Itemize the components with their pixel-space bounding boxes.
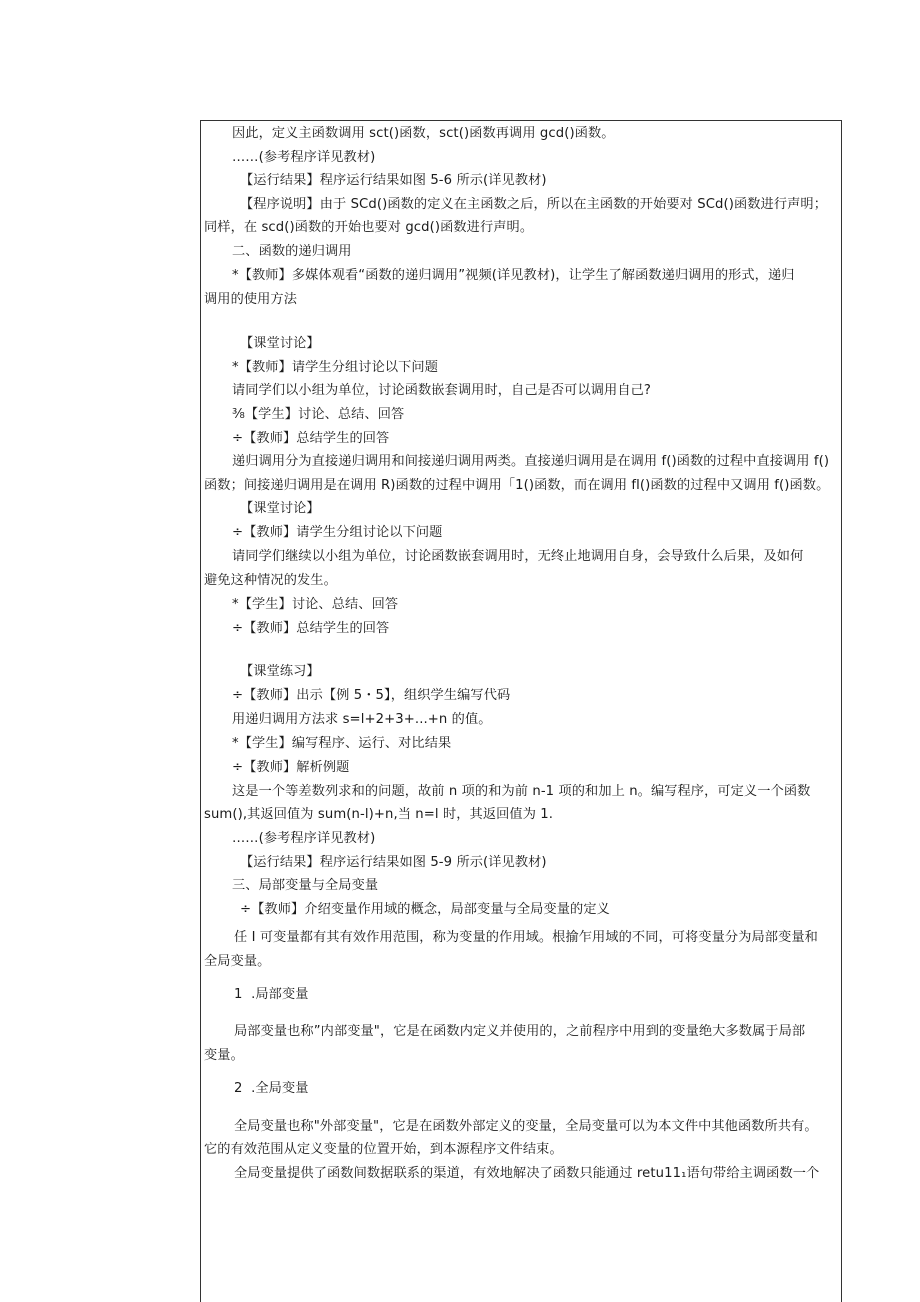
text-line-28: sum(),其返回值为 sum(n-l)+n,当 n=l 时，其返回值为 1.	[204, 807, 554, 822]
text-line-11: 请同学们以小组为单位，讨论函数嵌套调用时，自己是否可以调用自己?	[232, 383, 652, 398]
text-line-33: 任 I 可变量都有其有效作用范围，称为变量的作用域。根揄乍用域的不同，可将变量分为局部变量和	[234, 930, 818, 945]
text-line-30: 【运行结果】程序运行结果如图 5-9 所示(详见教材)	[240, 855, 547, 870]
text-line-32: ÷【教师】介绍变量作用域的概念，局部变量与全局变量的定义	[240, 902, 610, 917]
subheading-global-variables: 2 .全局变量	[234, 1081, 309, 1096]
text-line-39: 全局变量也称"外部变量"，它是在函数外部定义的变量，全局变量可以为本文件中其他函数所共有。	[234, 1119, 818, 1134]
text-line-5: 同样，在 scd()函数的开始也要对 gcd()函数进行声明。	[204, 220, 534, 235]
text-line-10: *【教师】请学生分组讨论以下问题	[232, 360, 439, 375]
text-line-12: ⅜【学生】讨论、总结、回答	[232, 407, 405, 422]
text-line-13: ÷【教师】总结学生的回答	[232, 431, 390, 446]
text-line-37: 变量。	[204, 1048, 244, 1063]
text-line-41: 全局变量提供了函数间数据联系的渠道，有效地解决了函数只能通过 retu11₁语句带给主调函数一个	[234, 1166, 820, 1181]
text-line-2: ……(参考程序详见教材)	[232, 150, 376, 165]
text-line-24: 用递归调用方法求 s=l+2+3+...+n 的值。	[232, 712, 492, 727]
text-line-16: 【课堂讨论】	[240, 501, 320, 516]
text-line-9: 【课堂讨论】	[240, 336, 320, 351]
subheading-local-variables: 1 .局部变量	[234, 987, 309, 1002]
text-line-15: 函数；间接递归调用是在调用 R)函数的过程中调用「1()函数，而在调用 fl()函数的过程中又调用 f()函数。	[204, 478, 830, 493]
text-line-18: 请同学们继续以小组为单位，讨论函数嵌套调用时，无终止地调用自身，会导致什么后果，及如何	[232, 549, 804, 564]
text-line-22: 【课堂练习】	[240, 664, 320, 679]
text-line-36: 局部变量也称”内部变量"，它是在函数内定义并使用的，之前程序中用到的变量绝大多数属于局部	[234, 1024, 806, 1039]
text-line-4: 【程序说明】由于 SCd()函数的定义在主函数之后，所以在主函数的开始要对 SCd()函数进行声明；	[240, 197, 827, 212]
text-line-26: ÷【教师】解析例题	[232, 760, 350, 775]
section-heading-variables: 三、局部变量与全局变量	[232, 878, 379, 893]
text-line-29: ……(参考程序详见教材)	[232, 831, 376, 846]
section-heading-recursion: 二、函数的递归调用	[232, 244, 352, 259]
text-line-23: ÷【教师】出示【例 5・5】，组织学生编写代码	[232, 688, 511, 703]
text-line-3: 【运行结果】程序运行结果如图 5-6 所示(详见教材)	[240, 173, 547, 188]
text-line-17: ÷【教师】请学生分组讨论以下问题	[232, 525, 443, 540]
text-line-14: 递归调用分为直接递归调用和间接递归调用两类。直接递归调用是在调用 f()函数的过程中直接调用 f()	[232, 454, 830, 469]
text-line-7: *【教师】多媒体观看“函数的递归调用”视频(详见教材)，让学生了解函数递归调用的形式，递归	[232, 268, 795, 283]
text-line-20: *【学生】讨论、总结、回答	[232, 597, 399, 612]
text-line-1: 因此，定义主函数调用 sct()函数，sct()函数再调用 gcd()函数。	[232, 126, 615, 141]
text-line-40: 它的有效范围从定义变量的位置开始，到本源程序文件结束。	[204, 1142, 563, 1157]
text-line-19: 避免这种情况的发生。	[204, 573, 337, 588]
text-line-8: 调用的使用方法	[204, 292, 298, 307]
text-line-34: 全局变量。	[204, 954, 271, 969]
text-line-27: 这是一个等差数列求和的问题，故前 n 项的和为前 n-1 项的和加上 n。编写程序，可定义一个函数	[232, 784, 811, 799]
text-line-21: ÷【教师】总结学生的回答	[232, 621, 390, 636]
text-line-25: *【学生】编写程序、运行、对比结果	[232, 736, 452, 751]
